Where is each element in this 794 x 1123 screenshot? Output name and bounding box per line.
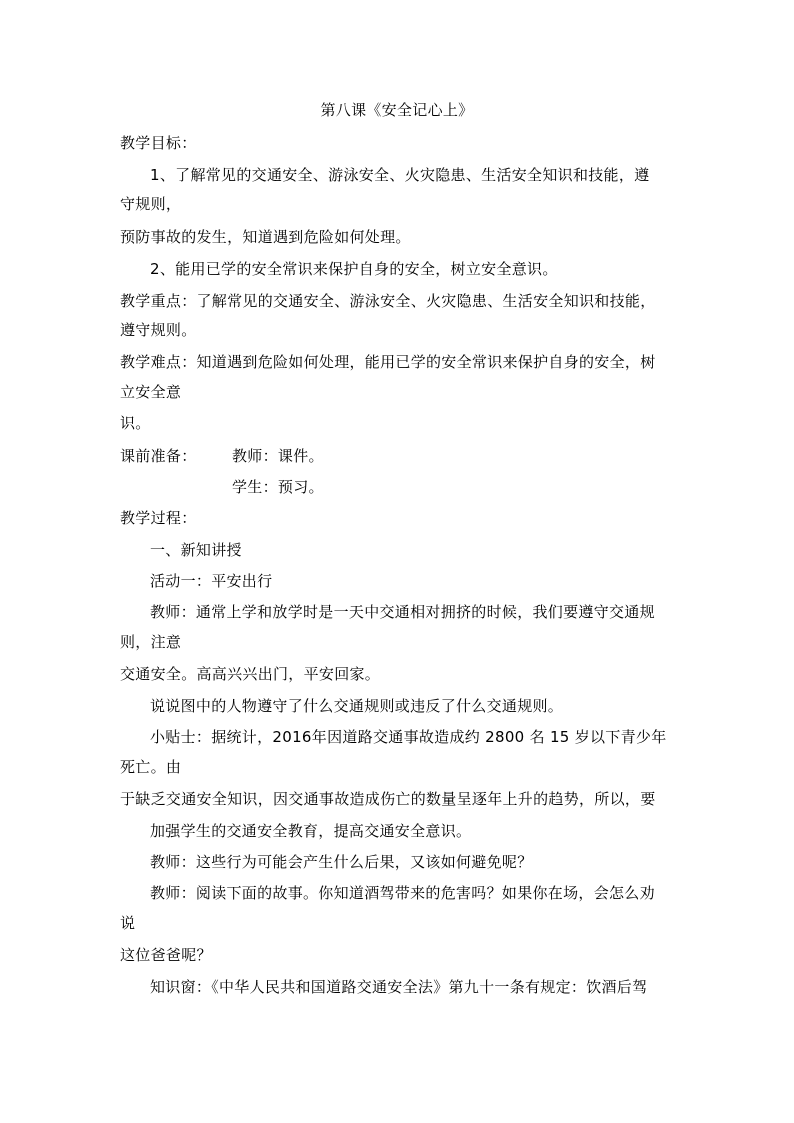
text-line: 教师：通常上学和放学时是一天中交通相对拥挤的时候，我们要遵守交通规 xyxy=(150,603,655,621)
text-line: 教学目标： xyxy=(120,134,197,152)
text-line: 预防事故的发生，知道遇到危险如何处理。 xyxy=(120,228,411,246)
lesson-title: 第八课《安全记心上》 xyxy=(320,101,474,119)
text-line: 教学过程： xyxy=(120,509,197,527)
text-line: 1、了解常见的交通安全、游泳安全、火灾隐患、生活安全知识和技能，遵 xyxy=(150,166,650,184)
text-line: 识。 xyxy=(120,414,151,432)
text-line: 立安全意 xyxy=(120,383,182,401)
text-line: 活动一：平安出行 xyxy=(150,572,273,590)
text-line: 知识窗：《中华人民共和国道路交通安全法》第九十一条有规定：饮酒后驾 xyxy=(150,978,648,996)
text-line: 这位爸爸呢？ xyxy=(120,946,212,964)
text-line: 遵守规则。 xyxy=(120,321,197,339)
text-line: 说说图中的人物遵守了什么交通规则或违反了什么交通规则。 xyxy=(150,697,564,715)
text-line: 交通安全。高高兴兴出门，平安回家。 xyxy=(120,665,381,683)
text-line: 加强学生的交通安全教育，提高交通安全意识。 xyxy=(150,822,472,840)
text-line: 小贴士：据统计，2016年因道路交通事故造成约 2800 名 15 岁以下青少年 xyxy=(150,728,667,746)
text-line: 教学重点：了解常见的交通安全、游泳安全、火灾隐患、生活安全知识和技能， xyxy=(120,292,656,310)
text-line: 教师：阅读下面的故事。你知道酒驾带来的危害吗？如果你在场，会怎么劝 xyxy=(150,884,655,902)
text-line: 2、能用已学的安全常识来保护自身的安全，树立安全意识。 xyxy=(150,260,558,278)
text-line: 学生：预习。 xyxy=(232,478,324,496)
text-line: 教学难点：知道遇到危险如何处理，能用已学的安全常识来保护自身的安全，树 xyxy=(120,353,656,371)
text-line: 课前准备： xyxy=(120,447,197,465)
text-line: 教师：这些行为可能会产生什么后果，又该如何避免呢？ xyxy=(150,853,533,871)
text-line: 守规则， xyxy=(120,195,182,213)
text-line: 教师：课件。 xyxy=(232,447,324,465)
text-line: 死亡。由 xyxy=(120,758,182,776)
text-line: 则，注意 xyxy=(120,633,182,651)
text-line: 于缺乏交通安全知识，因交通事故造成伤亡的数量呈逐年上升的趋势，所以，要 xyxy=(120,790,656,808)
text-line: 说 xyxy=(120,914,136,932)
text-line: 一、新知讲授 xyxy=(150,541,242,559)
